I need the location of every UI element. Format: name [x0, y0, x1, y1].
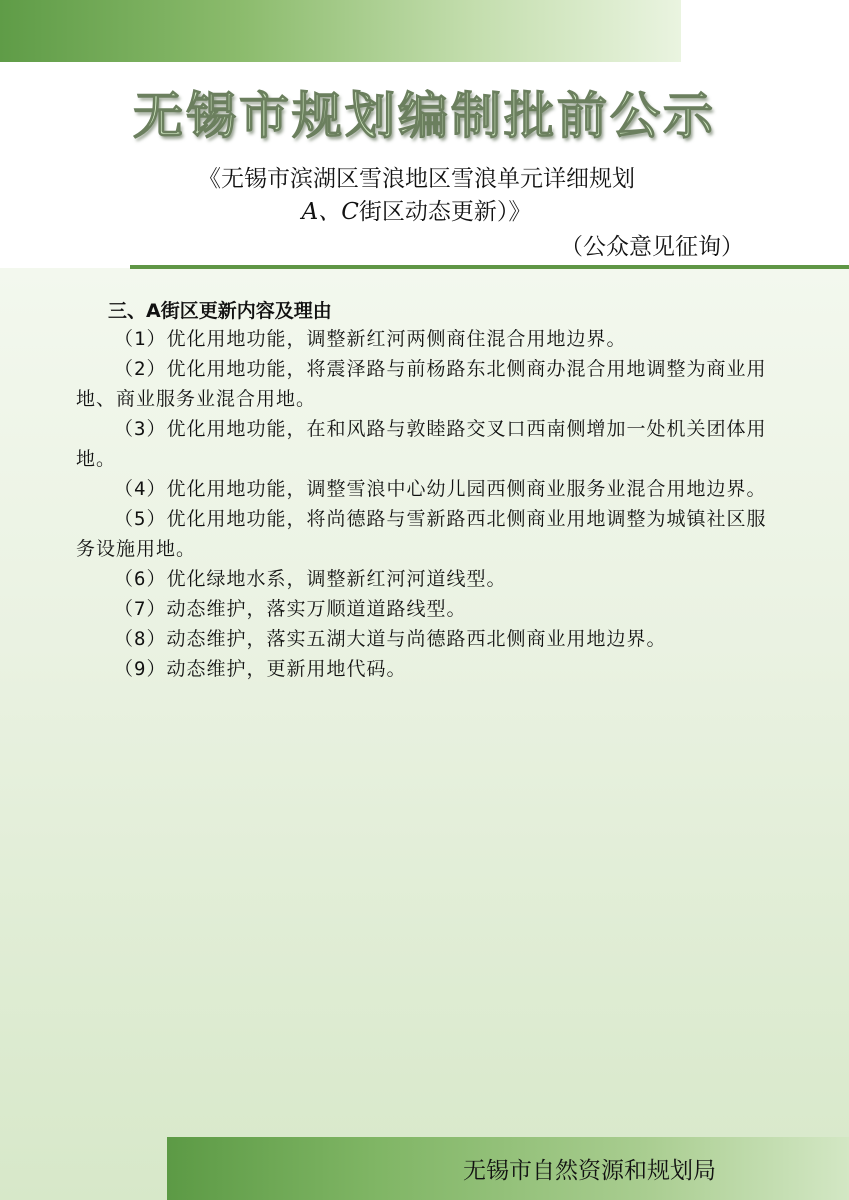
- header-divider: [130, 265, 849, 269]
- update-items-list: [76, 324, 776, 684]
- page-title: 无锡市规划编制批前公示: [133, 86, 716, 145]
- subtitle-block-letters: A、C: [301, 199, 359, 225]
- list-item: （3）优化用地功能，在和风路与敦睦路交叉口西南侧增加一处机关团体用地。: [76, 418, 767, 470]
- subtitle-line-2: [0, 193, 841, 226]
- top-decorative-bar: [0, 0, 681, 62]
- section-heading: 三、A街区更新内容及理由: [108, 300, 332, 322]
- list-item: （8）动态维护，落实五湖大道与尚德路西北侧商业用地边界。: [114, 628, 667, 650]
- subtitle-line-2-text: 街区动态更新）》: [358, 199, 532, 225]
- list-item: （9）动态维护，更新用地代码。: [114, 658, 407, 680]
- list-item: （4）优化用地功能，调整雪浪中心幼儿园西侧商业服务业混合用地边界。: [114, 478, 767, 500]
- list-item: （2）优化用地功能，将震泽路与前杨路东北侧商办混合用地调整为商业用地、商业服务业混合用地。: [76, 358, 767, 410]
- subtitle-line-1: 《无锡市滨湖区雪浪地区雪浪单元详细规划: [198, 166, 635, 192]
- list-item: （7）动态维护，落实万顺道道路线型。: [114, 598, 467, 620]
- list-item: （6）优化绿地水系，调整新红河河道线型。: [114, 568, 507, 590]
- public-consultation-label: （公众意见征询）: [560, 234, 744, 260]
- footer-organization: 无锡市自然资源和规划局: [463, 1158, 716, 1184]
- list-item: （5）优化用地功能，将尚德路与雪新路西北侧商业用地调整为城镇社区服务设施用地。: [76, 508, 767, 560]
- list-item: （1）优化用地功能，调整新红河两侧商住混合用地边界。: [114, 328, 627, 350]
